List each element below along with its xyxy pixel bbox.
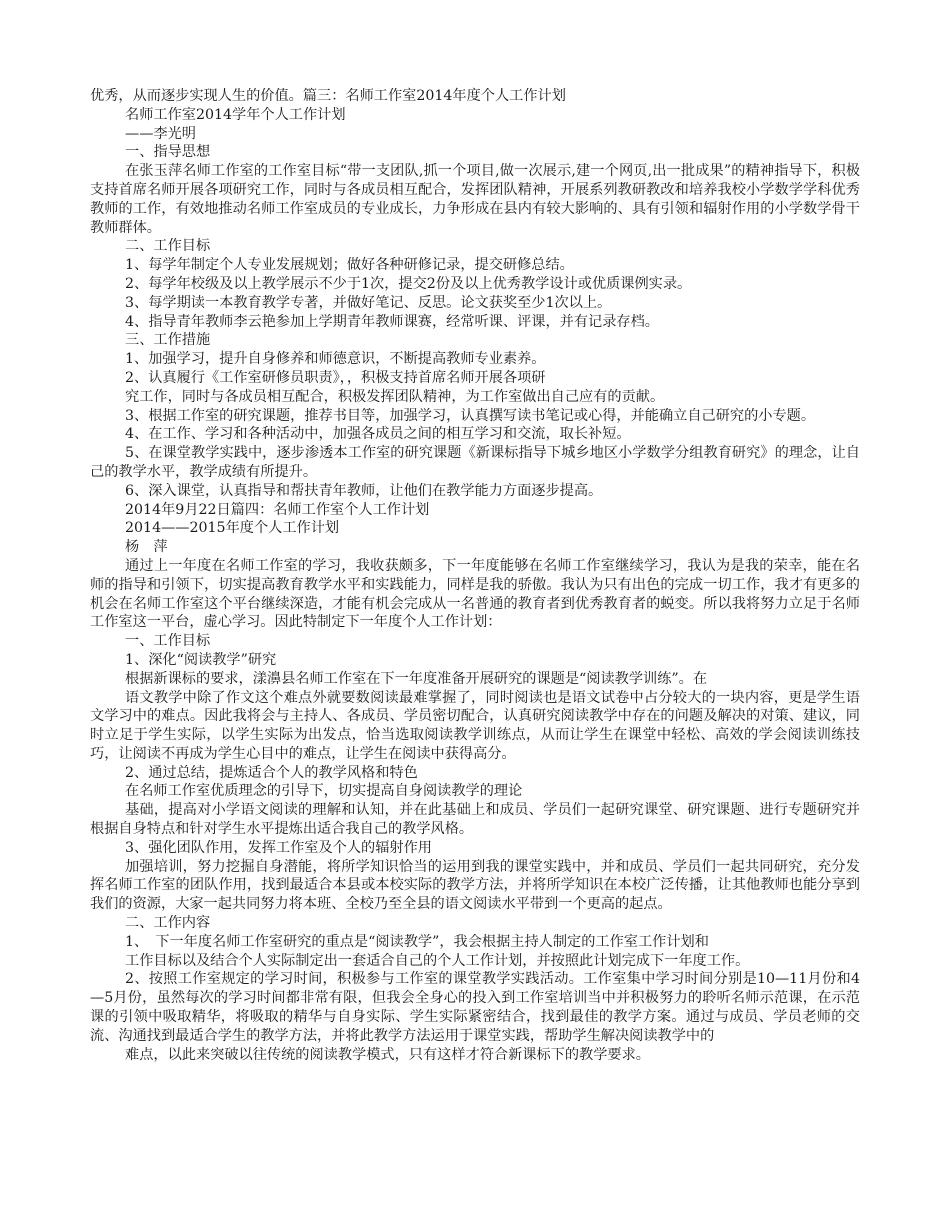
text-line: 根据新课标的要求，漾濞县名师工作室在下一年度准备开展研究的课题是“阅读教学训练”。在 [125,670,708,687]
body-paragraph: 通过上一年度在名师工作室的学习，我收获颇多，下一年度能够在名师工作室继续学习，我认为是我的荣幸，能在名师的指导和引领下，切实提高教育教学水平和实践能力，同样是我的骄傲。我认为只有出色的完成一切工作，我才有更多的机会在名师工作室这个平台继续深造，才能有机会完成从一名普通的教育者到优秀教育者的蜕变。所以我将努力立足于名师工作室这一平台，虚心学习。因此特制定下一年度个人工作计划： [90,557,860,631]
body-paragraph: 2、按照工作室规定的学习时间，积极参与工作室的课堂教学实践活动。工作室集中学习时间分别是10—11月份和4—5月份，虽然每次的学习时间都非常有限，但我会全身心的投入到工作室培训当中并积极努力的聆听名师示范课，在示范课的引领中吸取精华，将吸取的精华与自身实际、学生实际紧密结合，找到最佳的教学方案。通过与成员、学员老师的交流、沟通找到最适合学生的教学方法，并将此教学方法运用于课堂实践，帮助学生解决阅读教学中的 [90,971,860,1044]
text-line: 1、加强学习，提升自身修养和师德意识，不断提高教师专业素养。 [125,351,546,368]
body-paragraph: 加强培训，努力挖掘自身潜能，将所学知识恰当的运用到我的课堂实践中，并和成员、学员们一起共同研究，充分发挥名师工作室的团队作用，找到最适合本县或本校实际的教学方法，并将所学知识在本校广泛传播，让其他教师也能分享到我们的资源，大家一起共同努力将本班、全校乃至全县的语文阅读水平带到一个更高的起点。 [90,858,860,913]
text-line: 究工作，同时与各成员相互配合，积极发挥团队精神，为工作室做出自己应有的贡献。 [125,388,665,405]
text-line: 难点，以此来突破以往传统的阅读教学模式，只有这样才符合新课标下的教学要求。 [125,1046,650,1063]
text-line: 三、工作措施 [125,332,211,349]
text-line: 4、指导青年教师李云艳参加上学期青年教师课赛，经常听课、评课，并有记录存档。 [125,313,659,330]
body-paragraph: 语文教学中除了作文这个难点外就要数阅读最难掌握了，同时阅读也是语文试卷中占分较大的一块内容，更是学生语文学习中的难点。因此我将会与主持人、各成员、学员密切配合，认真研究阅读教学中存在的问题及解决的对策、建议，同时立足于学生实际，以学生实际为出发点，恰当选取阅读教学训练点，从而让学生在课堂中轻松、高效的学会阅读训练技巧，让阅读不再成为学生心目中的难点，让学生在阅读中获得高分。 [90,689,860,762]
text-line: 2014——2015年度个人工作计划 [125,520,340,537]
text-line: 3、强化团队作用，发挥工作室及个人的辐射作用 [125,839,432,856]
text-line: 6、深入课堂，认真指导和帮扶青年教师，让他们在教学能力方面逐步提高。 [125,482,603,499]
text-line: 杨 萍 [125,539,168,556]
text-line: 名师工作室2014学年个人工作计划 [125,106,346,123]
text-line: 2、通过总结，提炼适合个人的教学风格和特色 [125,764,418,781]
text-line: 一、工作目标 [125,633,211,650]
text-line: 4、在工作、学习和各种活动中，加强各成员之间的相互学习和交流，取长补短。 [125,426,631,443]
body-paragraph: 在张玉萍名师工作室的工作室目标“带一支团队,抓一个项目,做一次展示,建一个网页,出一批成果”的精神指导下，积极支持首席名师开展各项研究工作，同时与各成员相互配合，发挥团队精神，开展系列教研教改和培养我校小学数学学科优秀教师的工作，有效地推动名师工作室成员的专业成长，力争形成在县内有较大影响的、具有引领和辐射作用的小学数学骨干教师群体。 [90,163,860,236]
body-paragraph: 基础，提高对小学语文阅读的理解和认知，并在此基础上和成员、学员们一起研究课堂、研究课题、进行专题研究并根据自身特点和针对学生水平提炼出适合我自己的教学风格。 [90,802,860,838]
text-line: 在名师工作室优质理念的引导下，切实提高自身阅读教学的理论 [125,783,523,800]
text-line: 2、认真履行《工作室研修员职责》，，积极支持首席名师开展各项研 [125,369,546,386]
text-line: 二、工作目标 [125,238,211,255]
text-line: 1、每学年制定个人专业发展规划；做好各种研修记录，提交研修总结。 [125,257,574,274]
text-line: ——李光明 [125,125,196,142]
body-paragraph: 5、在课堂教学实践中，逐步渗透本工作室的研究课题《新课标指导下城乡地区小学数学分组教育研究》的理念，让自己的教学水平，教学成绩有所提升。 [90,445,860,480]
body-paragraph: 3、根据工作室的研究课题，推荐书目等，加强学习，认真撰写读书笔记或心得，并能确立自己研究的小专题。 [125,407,816,424]
text-line: 工作目标以及结合个人实际制定出一套适合自己的个人工作计划，并按照此计划完成下一年度工作。 [125,952,750,969]
text-line: 2、每学年校级及以上教学展示不少于1次，提交2份及以上优秀教学设计或优质课例实录。 [125,275,692,292]
text-line: 二、工作内容 [125,915,211,932]
text-line: 1、 下一年度名师工作室研究的重点是“阅读教学”，我会根据主持人制定的工作室工作计划和 [125,933,709,950]
text-line: 优秀，从而逐步实现人生的价值。篇三：名师工作室2014年度个人工作计划 [90,88,566,104]
text-line: 2014年9月22日篇四：名师工作室个人工作计划 [125,501,430,518]
text-line: 一、指导思想 [125,144,211,161]
text-line: 1、深化“阅读教学”研究 [125,651,277,668]
text-line: 3、每学期读一本教育教学专著，并做好笔记、反思。论文获奖至少1次以上。 [125,294,612,311]
